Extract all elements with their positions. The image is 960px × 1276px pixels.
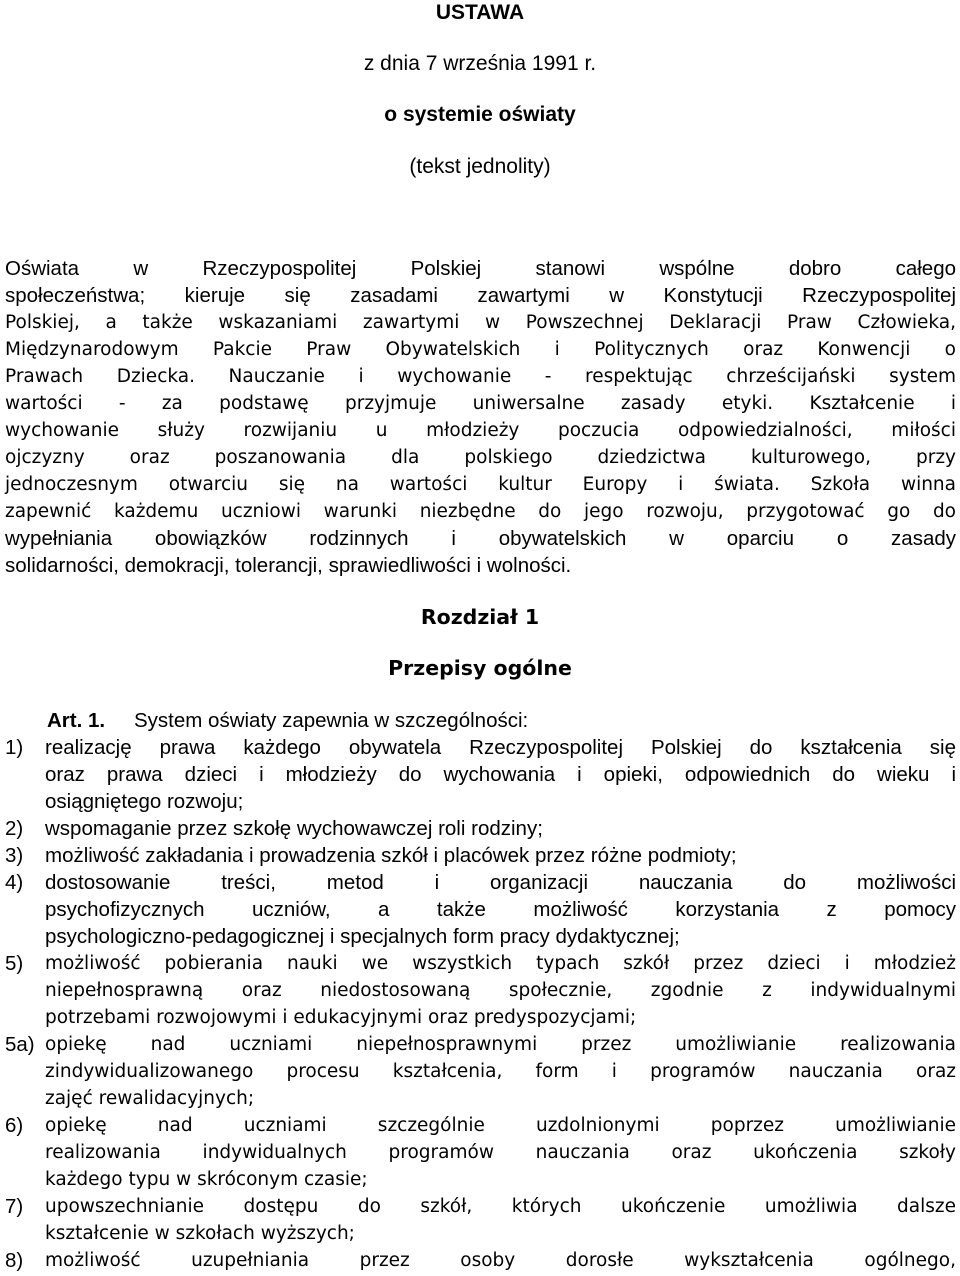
preamble-line: Prawach Dziecka. Nauczanie i wychowanie - respektując chrześcijański system bbox=[5, 366, 956, 387]
list-item-line: możliwość pobierania nauki we wszystkich typach szkół przez dzieci i młodzież bbox=[45, 953, 956, 974]
act-note: (tekst jednolity) bbox=[409, 155, 551, 178]
list-item-line: dostosowanie treści, metod i organizacji nauczania do możliwości bbox=[45, 871, 956, 894]
act-title: USTAWA bbox=[435, 1, 525, 24]
act-date: z dnia 7 września 1991 r. bbox=[363, 52, 597, 75]
chapter-title: Przepisy ogólne bbox=[388, 656, 572, 680]
list-item-line: potrzebami rozwojowymi i edukacyjnymi oraz predyspozycjami; bbox=[45, 1007, 637, 1028]
list-item-line: wspomaganie przez szkołę wychowawczej roli rodziny; bbox=[45, 817, 543, 840]
list-item-line: każdego typu w skróconym czasie; bbox=[45, 1169, 368, 1190]
item-number: 5a) bbox=[5, 1033, 35, 1056]
item-number: 7) bbox=[5, 1195, 24, 1218]
list-item-line: realizowania indywidualnych programów nauczania oraz ukończenia szkoły bbox=[45, 1142, 956, 1163]
item-number: 4) bbox=[5, 871, 24, 894]
list-item-line: upowszechnianie dostępu do szkół, których ukończenie umożliwia dalsze bbox=[45, 1196, 956, 1217]
article-label: Art. 1. bbox=[47, 709, 106, 732]
list-item-line: kształcenie w szkołach wyższych; bbox=[45, 1223, 355, 1244]
list-item-line: realizację prawa każdego obywatela Rzeczypospolitej Polskiej do kształcenia się bbox=[45, 736, 956, 759]
list-item-line: psychologiczno-pedagogicznej i specjalnych form pracy dydaktycznej; bbox=[45, 925, 680, 948]
item-number: 3) bbox=[5, 844, 24, 867]
item-number: 2) bbox=[5, 817, 24, 840]
list-item-line: oraz prawa dzieci i młodzieży do wychowania i opieki, odpowiednich do wieku i bbox=[45, 763, 956, 786]
chapter-number: Rozdział 1 bbox=[420, 605, 540, 629]
preamble-line: ojczyzny oraz poszanowania dla polskiego dziedzictwa kulturowego, przy bbox=[5, 447, 956, 468]
list-item-line: opiekę nad uczniami niepełnosprawnymi przez umożliwianie realizowania bbox=[45, 1034, 956, 1055]
preamble-line: Międzynarodowym Pakcie Praw Obywatelskich i Politycznych oraz Konwencji o bbox=[5, 339, 956, 360]
preamble-line: solidarności, demokracji, tolerancji, sprawiedliwości i wolności. bbox=[5, 554, 572, 577]
item-number: 8) bbox=[5, 1249, 24, 1272]
item-number: 5) bbox=[5, 952, 24, 975]
act-subject: o systemie oświaty bbox=[384, 103, 576, 126]
preamble-line: jednoczesnym otwarciu się na wartości kultur Europy i świata. Szkoła winna bbox=[5, 474, 956, 495]
article-intro: System oświaty zapewnia w szczególności: bbox=[134, 709, 529, 732]
preamble-line: wypełniania obowiązków rodzinnych i obywatelskich w oparciu o zasady bbox=[5, 527, 956, 550]
preamble-line: Polskiej, a także wskazaniami zawartymi w Powszechnej Deklaracji Praw Człowieka, bbox=[5, 312, 956, 333]
list-item-line: opiekę nad uczniami szczególnie uzdolnionymi poprzez umożliwianie bbox=[45, 1115, 956, 1136]
preamble-line: zapewnić każdemu uczniowi warunki niezbędne do jego rozwoju, przygotować go do bbox=[5, 501, 956, 522]
preamble-line: Oświata w Rzeczypospolitej Polskiej stanowi wspólne dobro całego bbox=[5, 257, 956, 280]
preamble-line: wartości - za podstawę przyjmuje uniwersalne zasady etyki. Kształcenie i bbox=[5, 393, 956, 414]
preamble-line: społeczeństwa; kieruje się zasadami zawartymi w Konstytucji Rzeczypospolitej bbox=[5, 284, 956, 307]
list-item-line: możliwość uzupełniania przez osoby dorosłe wykształcenia ogólnego, bbox=[45, 1250, 956, 1271]
list-item-line: niepełnosprawną oraz niedostosowaną społecznie, zgodnie z indywidualnymi bbox=[45, 980, 956, 1001]
item-number: 6) bbox=[5, 1114, 24, 1137]
list-item-line: zindywidualizowanego procesu kształcenia, form i programów nauczania oraz bbox=[45, 1061, 956, 1082]
item-number: 1) bbox=[5, 736, 24, 759]
list-item-line: możliwość zakładania i prowadzenia szkół i placówek przez różne podmioty; bbox=[45, 844, 737, 867]
preamble-line: wychowanie służy rozwijaniu u młodzieży poczucia odpowiedzialności, miłości bbox=[5, 420, 956, 441]
list-item-line: osiągniętego rozwoju; bbox=[45, 790, 244, 813]
list-item-line: zajęć rewalidacyjnych; bbox=[45, 1088, 255, 1109]
list-item-line: psychofizycznych uczniów, a także możliwość korzystania z pomocy bbox=[45, 898, 956, 921]
